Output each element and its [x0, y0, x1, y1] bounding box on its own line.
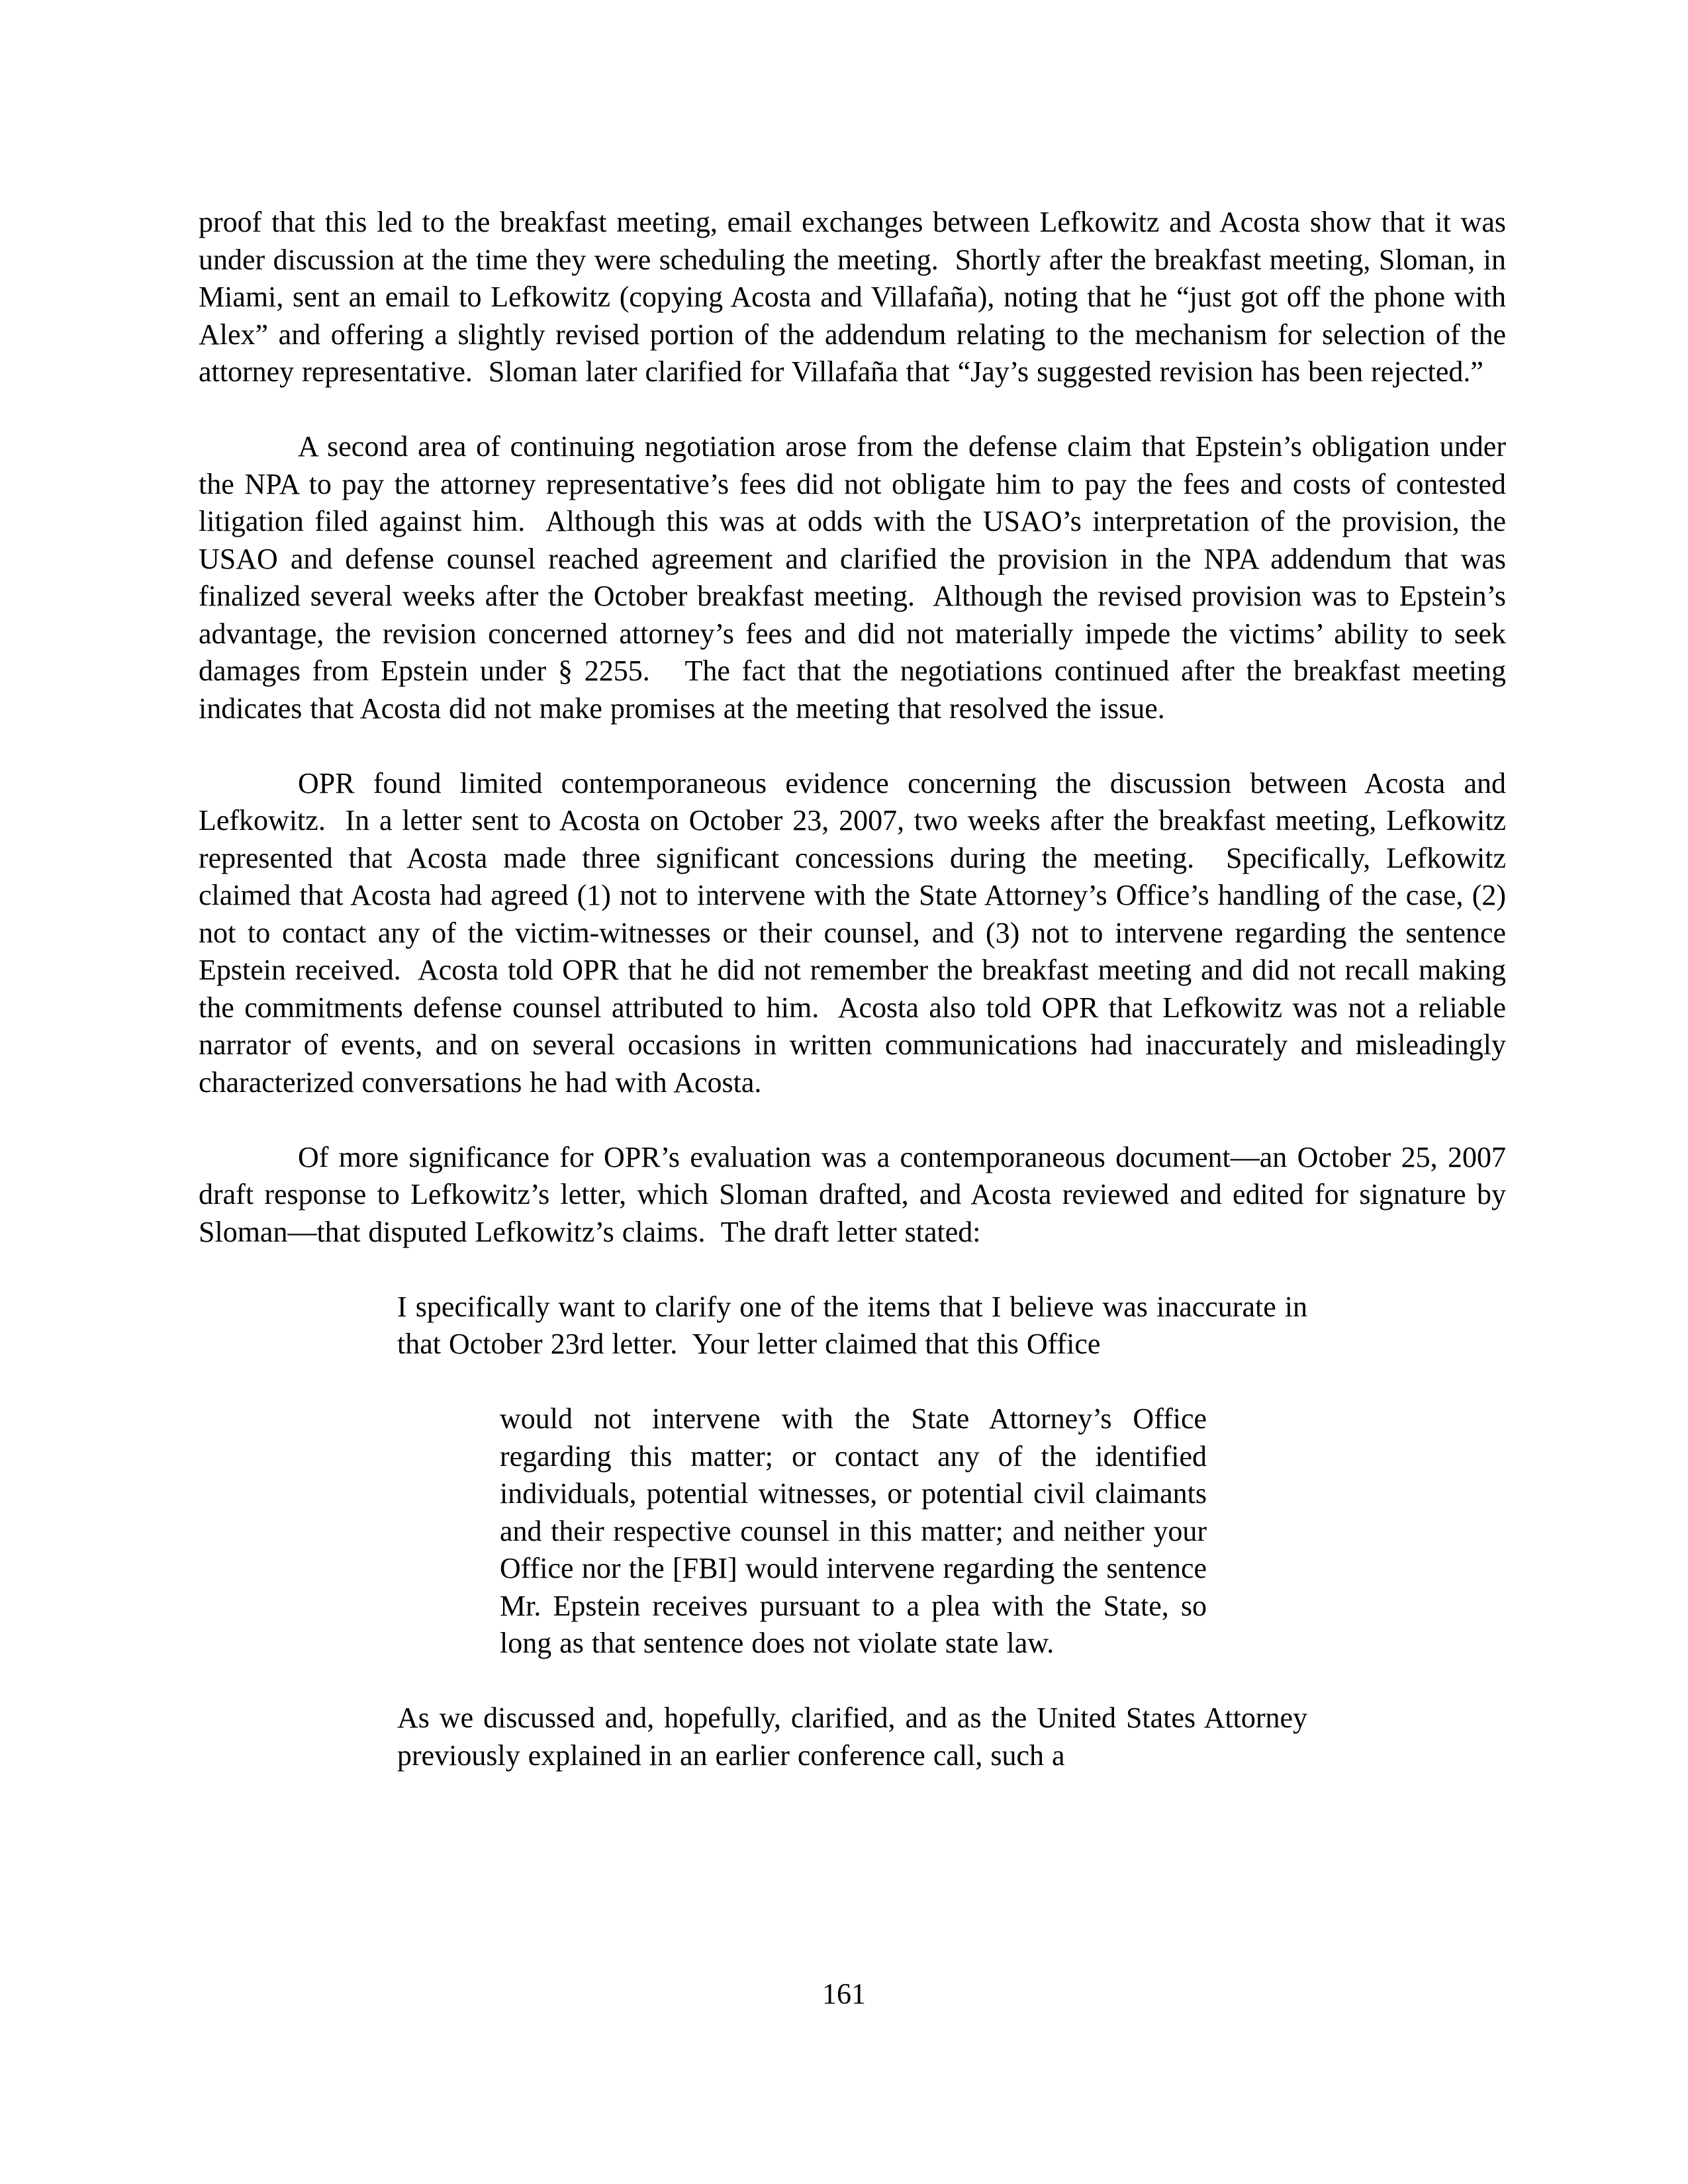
body-paragraph: OPR found limited contemporaneous evidence concerning the discussion between Acosta and Lefkowitz. In a letter sent to Acosta on October 23, 2007, two weeks after the breakfast meeting, Lefkowitz represented that Acosta made three significant concessions during the meeting. Specifically, Lefkowitz claimed that Acosta had agreed (1) not to intervene with the State Attorney’s Office’s handling of the case, (2) not to contact any of the victim-witnesses or their counsel, and (3) not to intervene regarding the sentence Epstein received. Acosta told OPR that he did not remember the breakfast meeting and did not recall making the commitments defense counsel attributed to him. Acosta also told OPR that Lefkowitz was not a reliable narrator of events, and on several occasions in written communications had inaccurately and misleadingly characterized conversations he had with Acosta. — [199, 766, 1506, 1099]
page-body-text — [199, 204, 1506, 1812]
quote-continuation-paragraph: As we discussed and, hopefully, clarified, and as the United States Attorney previously explained in an earlier conference call, such a — [397, 1702, 1307, 1772]
page-number: 161 — [822, 1978, 866, 2010]
quote-paragraph: I specifically want to clarify one of the items that I believe was inaccurate in that October 23rd letter. Your letter claimed that this Office — [397, 1290, 1307, 1360]
nested-quote-paragraph: would not intervene with the State Attorney’s Office regarding this matter; or contact any of the identified individuals, potential witnesses, or potential civil claimants and their respective counsel in this matter; and neither your Office nor the [FBI] would intervene regarding the sentence Mr. Epstein receives pursuant to a plea with the State, so long as that sentence does not violate state law. — [500, 1402, 1207, 1659]
body-paragraph: Of more significance for OPR’s evaluation was a contemporaneous document—an October 25, 2007 draft response to Lefkowitz’s letter, which Sloman drafted, and Acosta reviewed and edited for signature by Sloman—that disputed Lefkowitz’s claims. The draft letter stated: — [199, 1140, 1506, 1248]
body-paragraph: A second area of continuing negotiation arose from the defense claim that Epstein’s obligation under the NPA to pay the attorney representative’s fees did not obligate him to pay the fees and costs of contested litigation filed against him. Although this was at odds with the USAO’s interpretation of the provision, the USAO and defense counsel reached agreement and clarified the provision in the NPA addendum that was finalized several weeks after the October breakfast meeting. Although the revised provision was to Epstein’s advantage, the revision concerned attorney’s fees and did not materially impede the victims’ ability to seek damages from Epstein under § 2255. The fact that the negotiations continued after the breakfast meeting indicates that Acosta did not make promises at the meeting that resolved the issue. — [199, 430, 1506, 725]
body-paragraph-continuation: proof that this led to the breakfast meeting, email exchanges between Lefkowitz and Acosta show that it was under discussion at the time they were scheduling the meeting. Shortly after the breakfast meeting, Sloman, in Miami, sent an email to Lefkowitz (copying Acosta and Villafaña), noting that he “just got off the phone with Alex” and offering a slightly revised portion of the addendum relating to the mechanism for selection of the attorney representative. Sloman later clarified for Villafaña that “Jay’s suggested revision has been rejected.” — [199, 206, 1506, 388]
